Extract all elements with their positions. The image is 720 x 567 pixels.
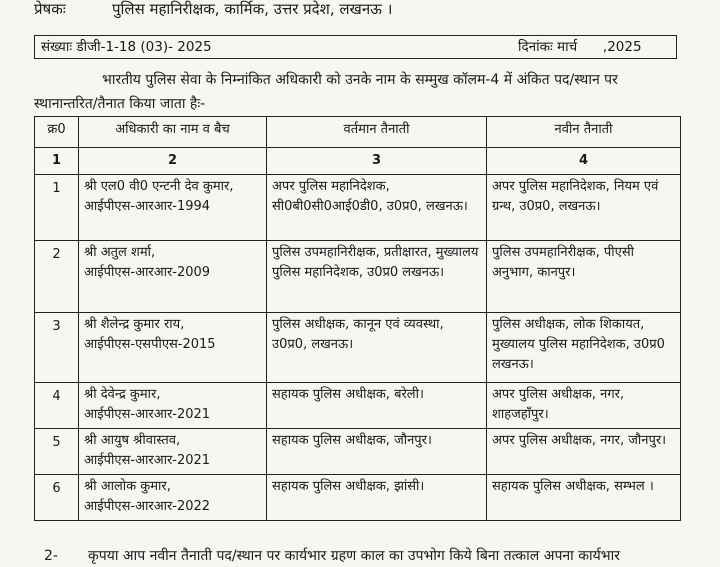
transfer-table bbox=[34, 116, 681, 521]
officer-name: श्री अतुल शर्मा, bbox=[84, 245, 156, 260]
current-posting-cell: सहायक पुलिस अधीक्षक, बरेली। bbox=[267, 383, 487, 429]
reference-box bbox=[34, 35, 677, 59]
serial-cell: 5 bbox=[35, 429, 79, 475]
new-posting-cell: अपर पुलिस अधीक्षक, नगर, शाहजहाँपुर। bbox=[487, 383, 681, 429]
new-posting-cell: पुलिस उपमहानिरीक्षक, पीएसी अनुभाग, कानपुर। bbox=[487, 241, 681, 313]
current-posting-cell: पुलिस उपमहानिरीक्षक, प्रतीक्षारत, मुख्यालय पुलिस महानिदेशक, उ0प्र0 लखनऊ। bbox=[267, 241, 487, 313]
header-current-posting: वर्तमान तैनाती bbox=[267, 117, 487, 148]
intro-paragraph bbox=[34, 68, 684, 116]
officer-name: श्री आलोक कुमार, bbox=[84, 479, 171, 494]
header-new-posting: नवीन तैनाती bbox=[487, 117, 681, 148]
column-number-row bbox=[35, 148, 681, 175]
intro-line-1: भारतीय पुलिस सेवा के निम्नांकित अधिकारी को उनके नाम के सम्मुख कॉलम-4 में अंकित पद/स्थान पर bbox=[102, 72, 618, 88]
officer-name: श्री देवेन्द्र कुमार, bbox=[84, 387, 161, 402]
column-number: 2 bbox=[79, 148, 267, 175]
column-number: 4 bbox=[487, 148, 681, 175]
officer-batch: आईपीएस-आरआर-2021 bbox=[84, 407, 211, 422]
officer-cell bbox=[79, 313, 267, 383]
footer-number: 2- bbox=[44, 548, 58, 564]
officer-cell bbox=[79, 383, 267, 429]
officer-name: श्री आयुष श्रीवास्तव, bbox=[84, 433, 181, 448]
current-posting-cell: अपर पुलिस महानिदेशक, सी0बी0सी0आई0डी0, उ0प्र0, लखनऊ। bbox=[267, 175, 487, 241]
serial-cell: 1 bbox=[35, 175, 79, 241]
new-posting-cell: अपर पुलिस महानिदेशक, नियम एवं ग्रन्थ, उ0प्र0, लखनऊ। bbox=[487, 175, 681, 241]
table-row bbox=[35, 383, 681, 429]
officer-cell bbox=[79, 475, 267, 521]
header-officer: अधिकारी का नाम व बैच bbox=[79, 117, 267, 148]
serial-cell: 4 bbox=[35, 383, 79, 429]
intro-line-2: स्थानान्तरित/तैनात किया जाता हैः- bbox=[34, 96, 206, 112]
table-row bbox=[35, 175, 681, 241]
current-posting-cell: सहायक पुलिस अधीक्षक, जौनपुर। bbox=[267, 429, 487, 475]
officer-batch: आईपीएस-एसपीएस-2015 bbox=[84, 337, 216, 352]
new-posting-cell: सहायक पुलिस अधीक्षक, सम्भल । bbox=[487, 475, 681, 521]
serial-cell: 6 bbox=[35, 475, 79, 521]
current-posting-cell: पुलिस अधीक्षक, कानून एवं व्यवस्था, उ0प्र0, लखनऊ। bbox=[267, 313, 487, 383]
table-row bbox=[35, 241, 681, 313]
officer-batch: आईपीएस-आरआर-2009 bbox=[84, 265, 211, 280]
sender-value: पुलिस महानिरीक्षक, कार्मिक, उत्तर प्रदेश, लखनऊ । bbox=[112, 0, 393, 18]
new-posting-cell: अपर पुलिस अधीक्षक, नगर, जौनपुर। bbox=[487, 429, 681, 475]
officer-cell bbox=[79, 241, 267, 313]
serial-cell: 2 bbox=[35, 241, 79, 313]
serial-cell: 3 bbox=[35, 313, 79, 383]
officer-batch: आईपीएस-आरआर-1994 bbox=[84, 199, 211, 214]
reference-date: दिनांकः मार्च ,2025 bbox=[518, 39, 642, 55]
officer-batch: आईपीएस-आरआर-2021 bbox=[84, 453, 211, 468]
officer-name: श्री शैलेन्द्र कुमार राय, bbox=[84, 317, 185, 332]
footer-text: कृपया आप नवीन तैनाती पद/स्थान पर कार्यभार ग्रहण काल का उपभोग किये बिना तत्काल अपना कार्यभार bbox=[88, 548, 620, 564]
table-row bbox=[35, 475, 681, 521]
table-header-row bbox=[35, 117, 681, 148]
officer-cell bbox=[79, 429, 267, 475]
sender-line bbox=[34, 0, 694, 18]
table-row bbox=[35, 313, 681, 383]
column-number: 1 bbox=[35, 148, 79, 175]
officer-cell bbox=[79, 175, 267, 241]
sender-label: प्रेषकः bbox=[34, 0, 66, 18]
officer-batch: आईपीएस-आरआर-2022 bbox=[84, 499, 211, 514]
officer-name: श्री एल0 वी0 एन्टनी देव कुमार, bbox=[84, 179, 234, 194]
header-serial: क्र0 bbox=[35, 117, 79, 148]
column-number: 3 bbox=[267, 148, 487, 175]
current-posting-cell: सहायक पुलिस अधीक्षक, झांसी। bbox=[267, 475, 487, 521]
table-row bbox=[35, 429, 681, 475]
footer-paragraph bbox=[44, 545, 694, 567]
reference-number: संख्याः डीजी-1-18 (03)- 2025 bbox=[41, 39, 212, 55]
new-posting-cell: पुलिस अधीक्षक, लोक शिकायत, मुख्यालय पुलिस महानिदेशक, उ0प्र0 लखनऊ। bbox=[487, 313, 681, 383]
